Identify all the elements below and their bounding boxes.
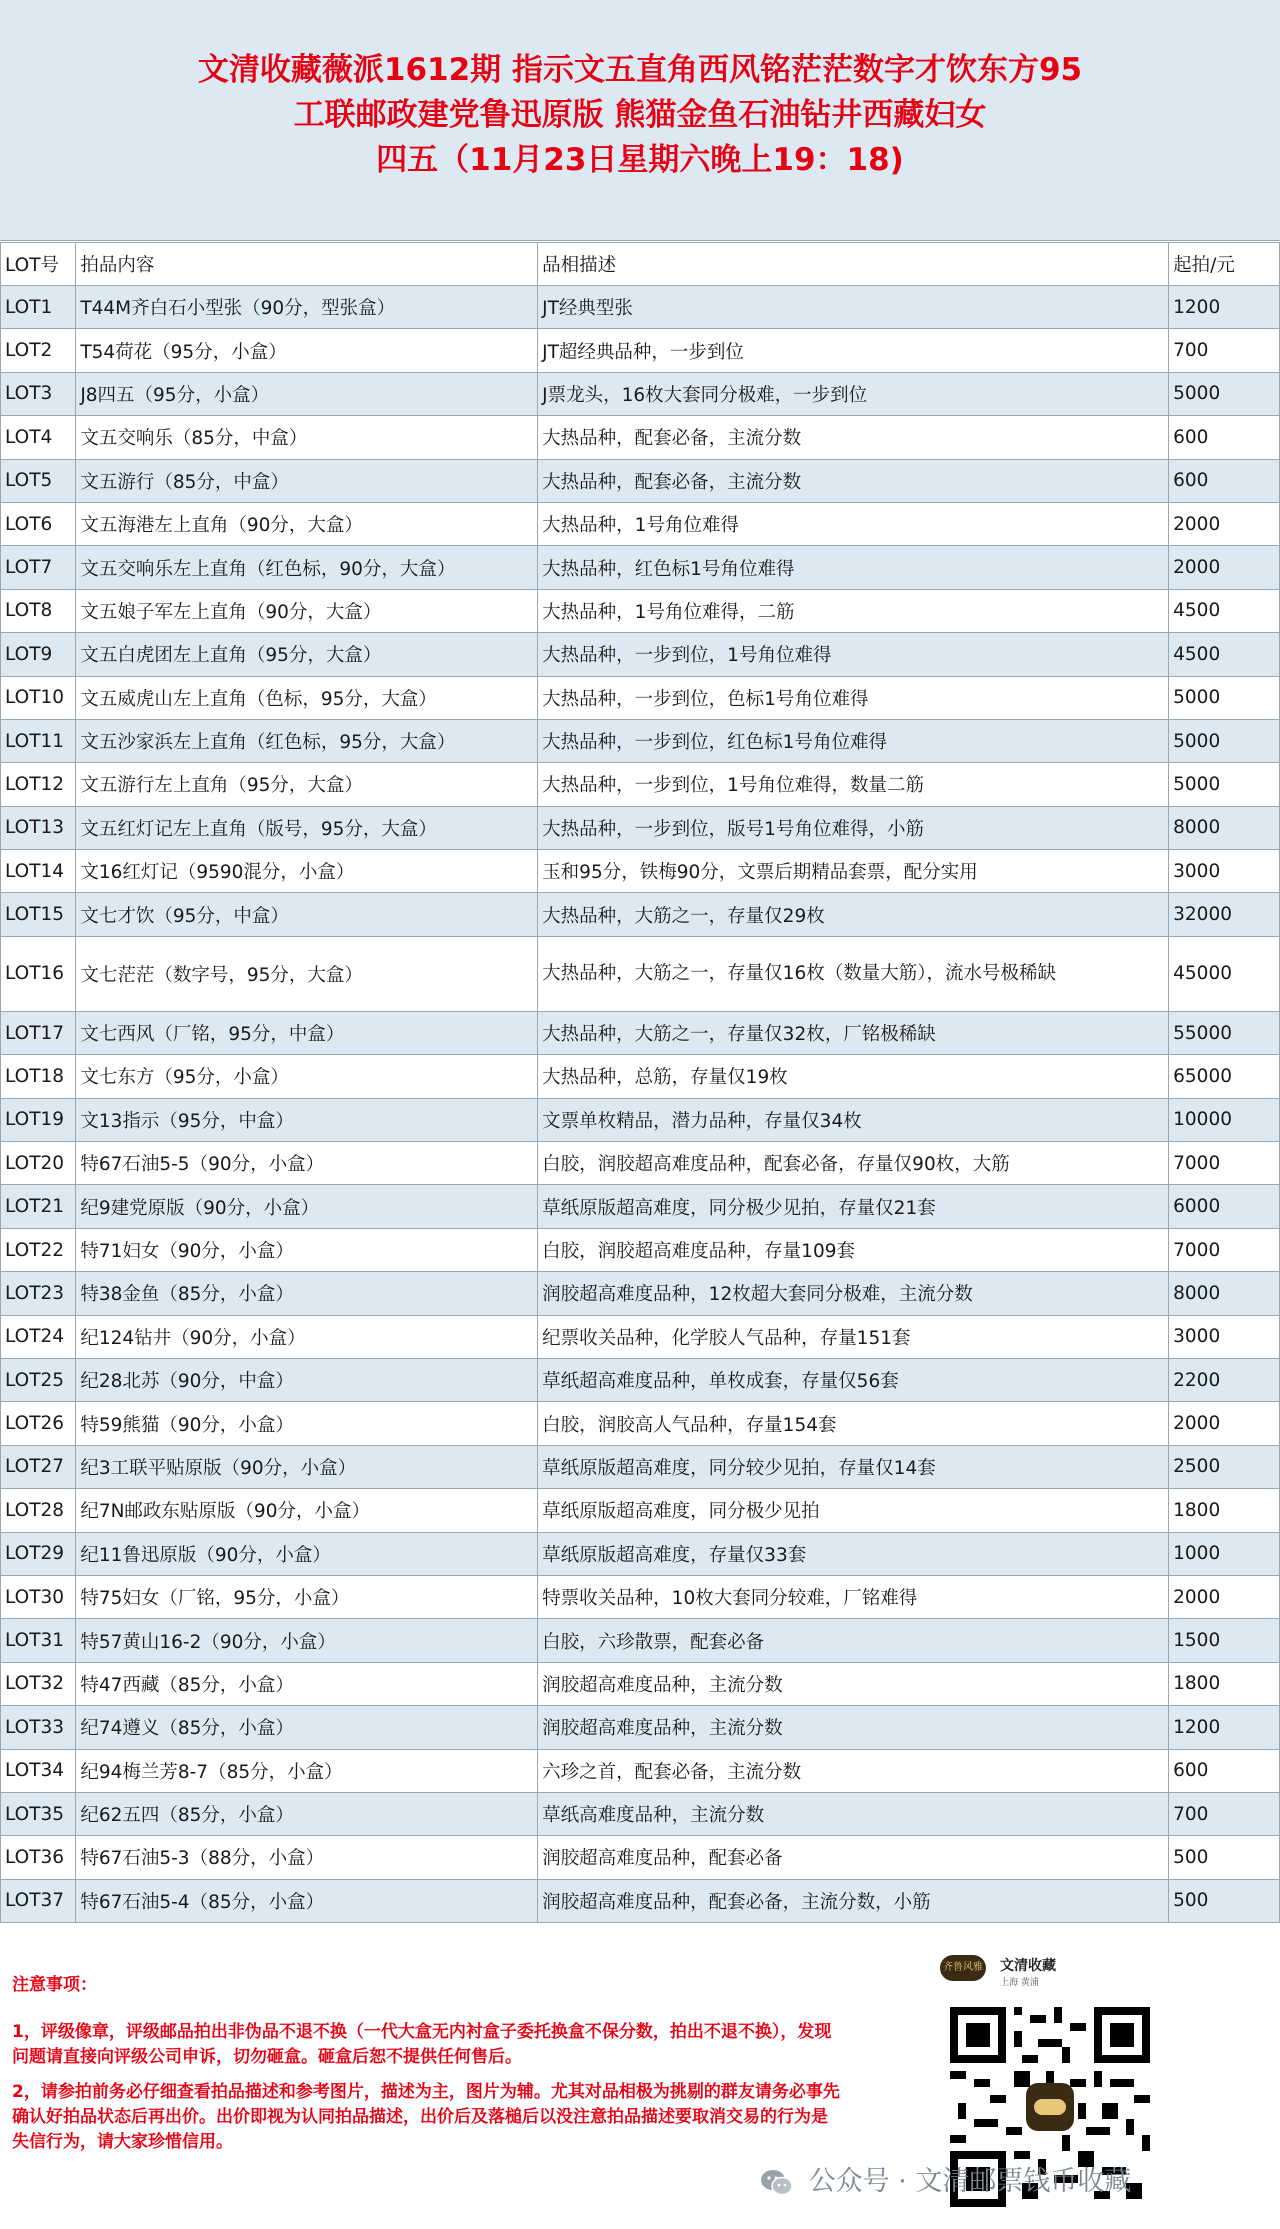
header-banner bbox=[0, 0, 1280, 241]
desc-cell: 白胶，润胶高人气品种，存量154套 bbox=[538, 1402, 1169, 1445]
lot-cell: LOT12 bbox=[1, 763, 76, 806]
desc-cell: 润胶超高难度品种，配套必备 bbox=[538, 1836, 1169, 1879]
price-cell: 5000 bbox=[1169, 372, 1280, 415]
item-cell: 特71妇女（90分，小盒） bbox=[76, 1228, 538, 1271]
price-cell: 3000 bbox=[1169, 1315, 1280, 1358]
lot-cell: LOT17 bbox=[1, 1011, 76, 1054]
table-row bbox=[1, 1445, 1280, 1488]
price-cell: 2000 bbox=[1169, 502, 1280, 545]
price-cell: 2000 bbox=[1169, 546, 1280, 589]
item-cell: 纪11鲁迅原版（90分，小盒） bbox=[76, 1532, 538, 1575]
notes-section bbox=[12, 1973, 842, 2165]
table-row bbox=[1, 329, 1280, 372]
title-line-2: 工联邮政建党鲁迅原版 熊猫金鱼石油钻井西藏妇女 bbox=[293, 97, 987, 133]
table-row bbox=[1, 1532, 1280, 1575]
table-row bbox=[1, 893, 1280, 936]
desc-cell: 大热品种，1号角位难得 bbox=[538, 502, 1169, 545]
desc-cell: 草纸原版超高难度，存量仅33套 bbox=[538, 1532, 1169, 1575]
table-row bbox=[1, 1706, 1280, 1749]
desc-cell: 大热品种，一步到位，色标1号角位难得 bbox=[538, 676, 1169, 719]
desc-cell: 大热品种，一步到位，版号1号角位难得，小筋 bbox=[538, 806, 1169, 849]
table-row bbox=[1, 589, 1280, 632]
lot-cell: LOT23 bbox=[1, 1272, 76, 1315]
table-row bbox=[1, 1662, 1280, 1705]
lot-cell: LOT25 bbox=[1, 1358, 76, 1401]
item-cell: 文七茫茫（数字号，95分，大盒） bbox=[76, 936, 538, 1011]
item-cell: 文五交响乐（85分，中盒） bbox=[76, 416, 538, 459]
item-cell: 纪94梅兰芳8-7（85分，小盒） bbox=[76, 1749, 538, 1792]
table-row bbox=[1, 1055, 1280, 1098]
price-cell: 2500 bbox=[1169, 1445, 1280, 1488]
item-cell: 纪7N邮政东贴原版（90分，小盒） bbox=[76, 1489, 538, 1532]
lot-cell: LOT22 bbox=[1, 1228, 76, 1271]
price-cell: 700 bbox=[1169, 329, 1280, 372]
lot-cell: LOT34 bbox=[1, 1749, 76, 1792]
desc-cell: 大热品种，配套必备，主流分数 bbox=[538, 416, 1169, 459]
lot-cell: LOT15 bbox=[1, 893, 76, 936]
table-row bbox=[1, 1575, 1280, 1618]
lot-cell: LOT6 bbox=[1, 502, 76, 545]
lot-table bbox=[0, 242, 1280, 1923]
item-cell: 文五游行（85分，中盒） bbox=[76, 459, 538, 502]
desc-cell: 草纸原版超高难度，同分极少见拍 bbox=[538, 1489, 1169, 1532]
item-cell: T54荷花（95分，小盒） bbox=[76, 329, 538, 372]
table-row bbox=[1, 1402, 1280, 1445]
price-cell: 5000 bbox=[1169, 763, 1280, 806]
table-row bbox=[1, 416, 1280, 459]
desc-cell: 草纸原版超高难度，同分较少见拍，存量仅14套 bbox=[538, 1445, 1169, 1488]
price-cell: 4500 bbox=[1169, 589, 1280, 632]
lot-cell: LOT3 bbox=[1, 372, 76, 415]
price-cell: 55000 bbox=[1169, 1011, 1280, 1054]
lot-cell: LOT9 bbox=[1, 633, 76, 676]
item-cell: 纪124钻井（90分，小盒） bbox=[76, 1315, 538, 1358]
lot-cell: LOT10 bbox=[1, 676, 76, 719]
lot-cell: LOT30 bbox=[1, 1575, 76, 1618]
item-cell: 文七东方（95分，小盒） bbox=[76, 1055, 538, 1098]
item-cell: 纪62五四（85分，小盒） bbox=[76, 1792, 538, 1835]
desc-cell: 草纸超高难度品种，单枚成套，存量仅56套 bbox=[538, 1358, 1169, 1401]
desc-cell: 特票收关品种，10枚大套同分较难，厂铭难得 bbox=[538, 1575, 1169, 1618]
desc-cell: 草纸原版超高难度，同分极少见拍，存量仅21套 bbox=[538, 1185, 1169, 1228]
price-cell: 1000 bbox=[1169, 1532, 1280, 1575]
table-row bbox=[1, 633, 1280, 676]
wechat-account-label bbox=[760, 2159, 1131, 2198]
item-cell: 特59熊猫（90分，小盒） bbox=[76, 1402, 538, 1445]
price-cell: 4500 bbox=[1169, 633, 1280, 676]
lot-cell: LOT26 bbox=[1, 1402, 76, 1445]
price-cell: 2200 bbox=[1169, 1358, 1280, 1401]
price-cell: 600 bbox=[1169, 1749, 1280, 1792]
price-cell: 6000 bbox=[1169, 1185, 1280, 1228]
desc-cell: 白胶，六珍散票，配套必备 bbox=[538, 1619, 1169, 1662]
price-cell: 45000 bbox=[1169, 936, 1280, 1011]
header-lot: LOT号 bbox=[1, 243, 76, 286]
price-cell: 1500 bbox=[1169, 1619, 1280, 1662]
item-cell: 文五游行左上直角（95分，大盒） bbox=[76, 763, 538, 806]
item-cell: 纪28北苏（90分，中盒） bbox=[76, 1358, 538, 1401]
table-row bbox=[1, 850, 1280, 893]
wechat-icon bbox=[760, 2168, 794, 2198]
price-cell: 1800 bbox=[1169, 1489, 1280, 1532]
table-row bbox=[1, 1749, 1280, 1792]
item-cell: 特75妇女（厂铭，95分，小盒） bbox=[76, 1575, 538, 1618]
desc-cell: 大热品种，一步到位，1号角位难得，数量二筋 bbox=[538, 763, 1169, 806]
note-2: 2，请参拍前务必仔细查看拍品描述和参考图片，描述为主，图片为辅。尤其对品相极为挑剔的群友请务必事先确认好拍品状态后再出价。出价即视为认同拍品描述，出价后及落槌后以没注意拍品描述要取消交易的行为是失信行为，请大家珍惜信用。 bbox=[12, 2082, 840, 2152]
table-row bbox=[1, 1879, 1280, 1922]
desc-cell: 大热品种，1号角位难得，二筋 bbox=[538, 589, 1169, 632]
note-1: 1，评级像章，评级邮品拍出非伪品不退不换（一代大盒无内衬盒子委托换盒不保分数，拍出不退不换），发现问题请直接向评级公司申诉，切勿砸盒。砸盒后恕不提供任何售后。 bbox=[12, 2022, 832, 2067]
price-cell: 1200 bbox=[1169, 286, 1280, 329]
item-cell: 文五白虎团左上直角（95分，大盒） bbox=[76, 633, 538, 676]
price-cell: 500 bbox=[1169, 1879, 1280, 1922]
item-cell: 纪9建党原版（90分，小盒） bbox=[76, 1185, 538, 1228]
desc-cell: JT超经典品种，一步到位 bbox=[538, 329, 1169, 372]
desc-cell: 润胶超高难度品种，12枚超大套同分极难，主流分数 bbox=[538, 1272, 1169, 1315]
lot-cell: LOT33 bbox=[1, 1706, 76, 1749]
desc-cell: 大热品种，总筋，存量仅19枚 bbox=[538, 1055, 1169, 1098]
lot-cell: LOT13 bbox=[1, 806, 76, 849]
item-cell: 特67石油5-4（85分，小盒） bbox=[76, 1879, 538, 1922]
desc-cell: 白胶，润胶超高难度品种，存量109套 bbox=[538, 1228, 1169, 1271]
price-cell: 65000 bbox=[1169, 1055, 1280, 1098]
item-cell: 文五娘子军左上直角（90分，大盒） bbox=[76, 589, 538, 632]
item-cell: 纪3工联平贴原版（90分，小盒） bbox=[76, 1445, 538, 1488]
item-cell: 纪74遵义（85分，小盒） bbox=[76, 1706, 538, 1749]
desc-cell: 润胶超高难度品种，主流分数 bbox=[538, 1706, 1169, 1749]
item-cell: 文五沙家浜左上直角（红色标，95分，大盒） bbox=[76, 719, 538, 762]
table-header-row bbox=[1, 243, 1280, 286]
desc-cell: 大热品种，大筋之一，存量仅32枚，厂铭极稀缺 bbox=[538, 1011, 1169, 1054]
desc-cell: 大热品种，配套必备，主流分数 bbox=[538, 459, 1169, 502]
desc-cell: 大热品种，一步到位，红色标1号角位难得 bbox=[538, 719, 1169, 762]
item-cell: 特47西藏（85分，小盒） bbox=[76, 1662, 538, 1705]
item-cell: 文13指示（95分，中盒） bbox=[76, 1098, 538, 1141]
desc-cell: 白胶，润胶超高难度品种，配套必备，存量仅90枚，大筋 bbox=[538, 1142, 1169, 1185]
lot-cell: LOT36 bbox=[1, 1836, 76, 1879]
table-row bbox=[1, 1142, 1280, 1185]
table-row bbox=[1, 719, 1280, 762]
price-cell: 1200 bbox=[1169, 1706, 1280, 1749]
item-cell: J8四五（95分，小盒） bbox=[76, 372, 538, 415]
item-cell: 文五交响乐左上直角（红色标，90分，大盒） bbox=[76, 546, 538, 589]
desc-cell: 大热品种，一步到位，1号角位难得 bbox=[538, 633, 1169, 676]
desc-cell: 润胶超高难度品种，主流分数 bbox=[538, 1662, 1169, 1705]
lot-cell: LOT2 bbox=[1, 329, 76, 372]
lot-cell: LOT18 bbox=[1, 1055, 76, 1098]
price-cell: 5000 bbox=[1169, 719, 1280, 762]
title-line-3: 四五（11月23日星期六晚上19：18) bbox=[376, 142, 904, 178]
lot-cell: LOT7 bbox=[1, 546, 76, 589]
price-cell: 8000 bbox=[1169, 1272, 1280, 1315]
notes-title: 注意事项： bbox=[12, 1975, 97, 1995]
price-cell: 600 bbox=[1169, 416, 1280, 459]
price-cell: 10000 bbox=[1169, 1098, 1280, 1141]
price-cell: 32000 bbox=[1169, 893, 1280, 936]
lot-cell: LOT16 bbox=[1, 936, 76, 1011]
price-cell: 2000 bbox=[1169, 1575, 1280, 1618]
item-cell: 文七西风（厂铭，95分，中盒） bbox=[76, 1011, 538, 1054]
desc-cell: 草纸高难度品种，主流分数 bbox=[538, 1792, 1169, 1835]
table-row bbox=[1, 1792, 1280, 1835]
desc-cell: 润胶超高难度品种，配套必备，主流分数，小筋 bbox=[538, 1879, 1169, 1922]
desc-cell: 大热品种，大筋之一，存量仅16枚（数量大筋），流水号极稀缺 bbox=[538, 936, 1169, 1011]
table-row bbox=[1, 1272, 1280, 1315]
desc-cell: 六珍之首，配套必备，主流分数 bbox=[538, 1749, 1169, 1792]
desc-cell: 文票单枚精品，潜力品种，存量仅34枚 bbox=[538, 1098, 1169, 1141]
table-row bbox=[1, 546, 1280, 589]
table-row bbox=[1, 286, 1280, 329]
item-cell: 特57黄山16-2（90分，小盒） bbox=[76, 1619, 538, 1662]
lot-cell: LOT8 bbox=[1, 589, 76, 632]
header-item: 拍品内容 bbox=[76, 243, 538, 286]
table-row bbox=[1, 1185, 1280, 1228]
price-cell: 5000 bbox=[1169, 676, 1280, 719]
item-cell: 特38金鱼（85分，小盒） bbox=[76, 1272, 538, 1315]
lot-cell: LOT31 bbox=[1, 1619, 76, 1662]
lot-cell: LOT4 bbox=[1, 416, 76, 459]
lot-cell: LOT27 bbox=[1, 1445, 76, 1488]
footer bbox=[0, 1935, 1280, 2229]
table-row bbox=[1, 1489, 1280, 1532]
desc-cell: 玉和95分，铁梅90分，文票后期精品套票，配分实用 bbox=[538, 850, 1169, 893]
desc-cell: JT经典型张 bbox=[538, 286, 1169, 329]
table-row bbox=[1, 676, 1280, 719]
price-cell: 600 bbox=[1169, 459, 1280, 502]
price-cell: 500 bbox=[1169, 1836, 1280, 1879]
lot-cell: LOT29 bbox=[1, 1532, 76, 1575]
lot-cell: LOT5 bbox=[1, 459, 76, 502]
item-cell: T44M齐白石小型张（90分，型张盒） bbox=[76, 286, 538, 329]
price-cell: 700 bbox=[1169, 1792, 1280, 1835]
desc-cell: 大热品种，红色标1号角位难得 bbox=[538, 546, 1169, 589]
item-cell: 文五海港左上直角（90分，大盒） bbox=[76, 502, 538, 545]
lot-cell: LOT24 bbox=[1, 1315, 76, 1358]
lot-cell: LOT20 bbox=[1, 1142, 76, 1185]
price-cell: 7000 bbox=[1169, 1228, 1280, 1271]
table-row bbox=[1, 1011, 1280, 1054]
lot-cell: LOT1 bbox=[1, 286, 76, 329]
price-cell: 3000 bbox=[1169, 850, 1280, 893]
table-row bbox=[1, 1315, 1280, 1358]
item-cell: 特67石油5-3（88分，小盒） bbox=[76, 1836, 538, 1879]
header-desc: 品相描述 bbox=[538, 243, 1169, 286]
page-title bbox=[0, 48, 1280, 183]
price-cell: 1800 bbox=[1169, 1662, 1280, 1705]
table-row bbox=[1, 502, 1280, 545]
price-cell: 8000 bbox=[1169, 806, 1280, 849]
price-cell: 2000 bbox=[1169, 1402, 1280, 1445]
table-row bbox=[1, 372, 1280, 415]
desc-cell: 大热品种，大筋之一，存量仅29枚 bbox=[538, 893, 1169, 936]
lot-cell: LOT32 bbox=[1, 1662, 76, 1705]
brand-subtitle: 上海 黄浦 bbox=[1000, 1978, 1039, 1988]
lot-cell: LOT19 bbox=[1, 1098, 76, 1141]
item-cell: 文五威虎山左上直角（色标，95分，大盒） bbox=[76, 676, 538, 719]
item-cell: 文16红灯记（9590混分，小盒） bbox=[76, 850, 538, 893]
title-line-1: 文清收藏薇派1612期 指示文五直角西风铭茫茫数字才饮东方95 bbox=[197, 52, 1083, 88]
table-row bbox=[1, 936, 1280, 1011]
lot-cell: LOT37 bbox=[1, 1879, 76, 1922]
lot-cell: LOT11 bbox=[1, 719, 76, 762]
item-cell: 特67石油5-5（90分，小盒） bbox=[76, 1142, 538, 1185]
lot-cell: LOT35 bbox=[1, 1792, 76, 1835]
price-cell: 7000 bbox=[1169, 1142, 1280, 1185]
table-row bbox=[1, 763, 1280, 806]
table-row bbox=[1, 1836, 1280, 1879]
table-row bbox=[1, 1228, 1280, 1271]
lot-cell: LOT14 bbox=[1, 850, 76, 893]
brand-logo-icon: 齐鲁风雅 bbox=[940, 1955, 986, 1981]
brand-name: 文清收藏 bbox=[1000, 1958, 1056, 1974]
header-price: 起拍/元 bbox=[1169, 243, 1280, 286]
item-cell: 文七才饮（95分，中盒） bbox=[76, 893, 538, 936]
desc-cell: J票龙头，16枚大套同分极难，一步到位 bbox=[538, 372, 1169, 415]
wechat-account-text: 公众号 · 文清邮票钱币收藏 bbox=[808, 2166, 1132, 2197]
table-row bbox=[1, 1619, 1280, 1662]
desc-cell: 纪票收关品种，化学胶人气品种，存量151套 bbox=[538, 1315, 1169, 1358]
table-row bbox=[1, 1358, 1280, 1401]
lot-cell: LOT28 bbox=[1, 1489, 76, 1532]
item-cell: 文五红灯记左上直角（版号，95分，大盒） bbox=[76, 806, 538, 849]
lot-cell: LOT21 bbox=[1, 1185, 76, 1228]
table-row bbox=[1, 1098, 1280, 1141]
table-row bbox=[1, 806, 1280, 849]
table-row bbox=[1, 459, 1280, 502]
